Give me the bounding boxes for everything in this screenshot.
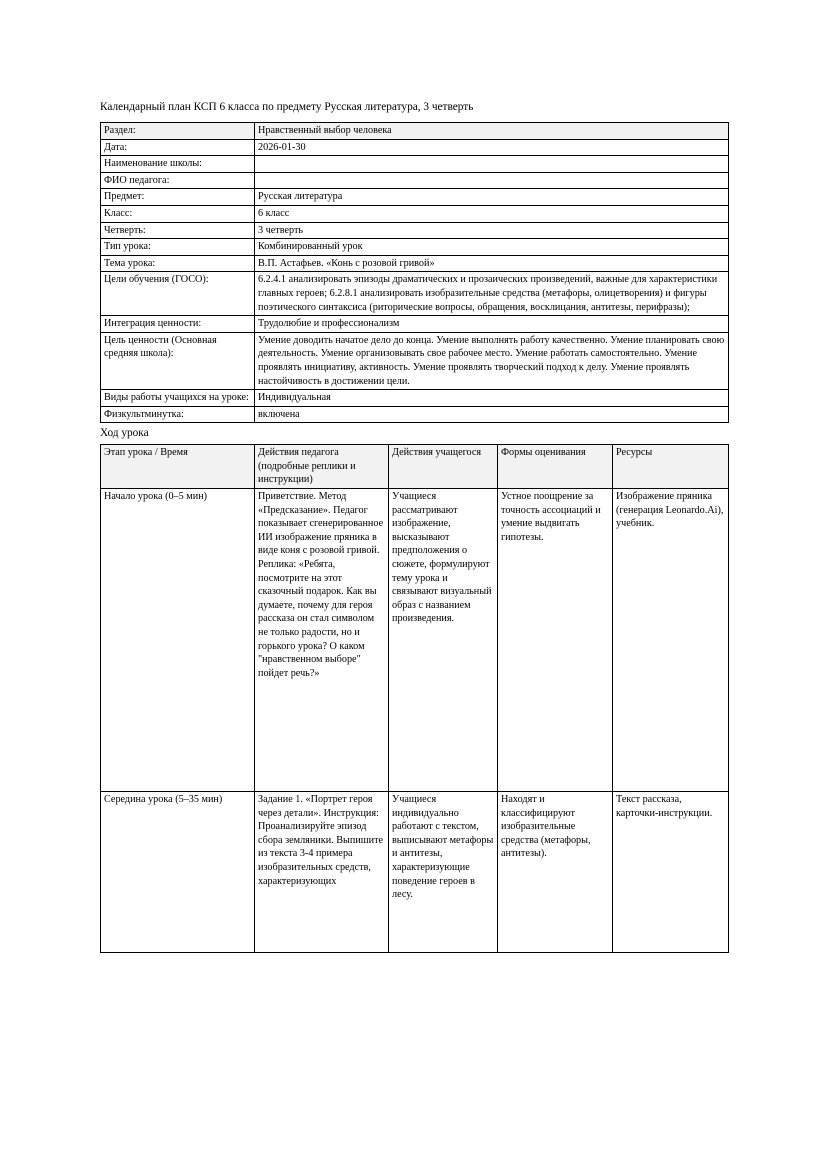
info-value: Русская литература (255, 189, 729, 206)
table-row (101, 205, 729, 222)
info-label: Физкультминутка: (101, 406, 255, 423)
info-value (255, 172, 729, 189)
table-row (101, 272, 729, 316)
table-row (101, 139, 729, 156)
column-header-assessment: Формы оценивания (498, 445, 613, 489)
table-row (101, 222, 729, 239)
table-row (101, 189, 729, 206)
table-row (101, 255, 729, 272)
column-header-teacher-actions: Действия педагога (подробные реплики и инструкции) (255, 445, 389, 489)
cell-resources: Текст рассказа, карточки-инструкции. (613, 792, 729, 953)
info-label: Цели обучения (ГОСО): (101, 272, 255, 316)
info-value: 3 четверть (255, 222, 729, 239)
info-label: Класс: (101, 205, 255, 222)
info-label: Наименование школы: (101, 156, 255, 173)
table-row (101, 156, 729, 173)
lesson-table-head (101, 445, 729, 489)
info-table-body (101, 123, 729, 423)
cell-student-actions: Учащиеся индивидуально работают с текстом, выписывают метафоры и антитезы, характеризующие поведение героев в лесу. (389, 792, 498, 953)
info-value: Трудолюбие и профессионализм (255, 316, 729, 333)
section-label-lesson-flow: Ход урока (100, 427, 149, 440)
info-value: Умение доводить начатое дело до конца. Умение выполнять работу качественно. Умение планировать свою деятельность. Умение организовывать свое рабочее место. Умение работать самостоятельно. Умение проявлять инициативу, активность. Умение проявлять творческий подход к делу. Умение проявлять настойчивость в достижении цели. (255, 332, 729, 389)
info-label: ФИО педагога: (101, 172, 255, 189)
table-row (101, 332, 729, 389)
table-row (101, 239, 729, 256)
info-value: 6.2.4.1 анализировать эпизоды драматических и прозаических произведений, важные для характеристики главных героев; 6.2.8.1 анализировать изобразительные средства (метафоры, олицетворения) и фигуры поэтического синтаксиса (риторические вопросы, обращения, восклицания, антитезы, перифразы); (255, 272, 729, 316)
info-label: Интеграция ценности: (101, 316, 255, 333)
info-label: Тема урока: (101, 255, 255, 272)
info-label: Четверть: (101, 222, 255, 239)
info-label: Дата: (101, 139, 255, 156)
cell-teacher-actions: Задание 1. «Портрет героя через детали». Инструкция: Проанализируйте эпизод сбора земляники. Выпишите из текста 3-4 примера изобразительных средств, характеризующих (255, 792, 389, 953)
cell-assessment: Находят и классифицируют изобразительные средства (метафоры, антитезы). (498, 792, 613, 953)
page-title: Календарный план КСП 6 класса по предмету Русская литература, 3 четверть (100, 101, 474, 113)
lesson-info-table (100, 122, 729, 423)
table-row (101, 172, 729, 189)
info-value: 6 класс (255, 205, 729, 222)
info-label: Предмет: (101, 189, 255, 206)
lesson-flow-table (100, 444, 729, 953)
table-row (101, 792, 729, 953)
table-row (101, 123, 729, 140)
table-row (101, 489, 729, 792)
table-header-row (101, 445, 729, 489)
table-row (101, 390, 729, 407)
info-value: 2026-01-30 (255, 139, 729, 156)
info-value: В.П. Астафьев. «Конь с розовой гривой» (255, 255, 729, 272)
info-value: включена (255, 406, 729, 423)
cell-resources: Изображение пряника (генерация Leonardo.Ai), учебник. (613, 489, 729, 792)
cell-stage: Середина урока (5–35 мин) (101, 792, 255, 953)
lesson-table-body (101, 489, 729, 953)
info-label: Тип урока: (101, 239, 255, 256)
table-row (101, 316, 729, 333)
info-value: Комбинированный урок (255, 239, 729, 256)
column-header-resources: Ресурсы (613, 445, 729, 489)
cell-teacher-actions: Приветствие. Метод «Предсказание». Педагог показывает сгенерированное ИИ изображение пряника в виде коня с розовой гривой. Реплика: «Ребята, посмотрите на этот сказочный подарок. Как вы думаете, почему для героя рассказа он стал символом не только радости, но и горького урока? О каком "нравственном выборе" пойдет речь?» (255, 489, 389, 792)
cell-student-actions: Учащиеся рассматривают изображение, высказывают предположения о сюжете, формулируют тему урока и связывают визуальный образ с названием произведения. (389, 489, 498, 792)
table-row (101, 406, 729, 423)
info-value: Нравственный выбор человека (255, 123, 729, 140)
column-header-student-actions: Действия учащегося (389, 445, 498, 489)
info-value (255, 156, 729, 173)
info-label: Раздел: (101, 123, 255, 140)
cell-assessment: Устное поощрение за точность ассоциаций и умение выдвигать гипотезы. (498, 489, 613, 792)
column-header-stage: Этап урока / Время (101, 445, 255, 489)
cell-stage: Начало урока (0–5 мин) (101, 489, 255, 792)
info-value: Индивидуальная (255, 390, 729, 407)
info-label: Цель ценности (Основная средняя школа): (101, 332, 255, 389)
info-label: Виды работы учащихся на уроке: (101, 390, 255, 407)
